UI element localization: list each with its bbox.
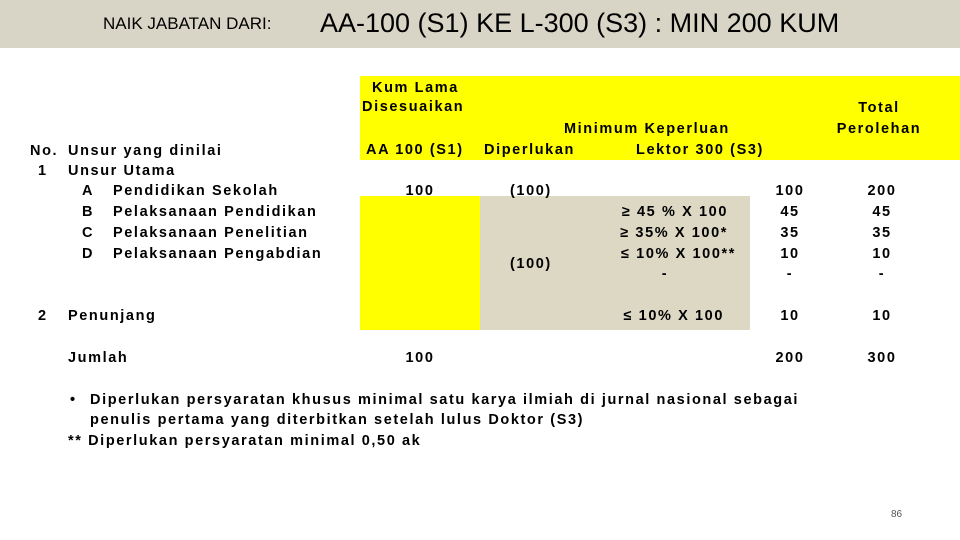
row-b-label: Pelaksanaan Pendidikan — [113, 204, 318, 220]
row-a-total: 45 — [872, 204, 892, 220]
row-penunjang-keperluan: ≤ 10% X 100 — [623, 308, 724, 324]
row-b-letter: B — [82, 204, 95, 220]
row-c-letter: C — [82, 225, 95, 241]
row-penunjang-lektor: 10 — [780, 308, 800, 324]
row-b-total: 35 — [872, 225, 892, 241]
page-number: 86 — [891, 509, 903, 520]
header-perolehan: Perolehan — [836, 121, 922, 137]
row-jumlah-label: Jumlah — [68, 350, 129, 366]
row-utama-diperlukan: (100) — [510, 183, 552, 199]
row-d-lektor: - — [786, 266, 794, 282]
title-prefix: NAIK JABATAN DARI: — [103, 14, 272, 33]
note-2: ** Diperlukan persyaratan minimal 0,50 ak — [68, 433, 422, 449]
row-c-label: Pelaksanaan Penelitian — [113, 225, 309, 241]
row-a-label: Pendidikan Sekolah — [113, 183, 279, 199]
row-d-diperlukan: (100) — [510, 256, 552, 272]
row-d-keperluan: ≤ 10% X 100** — [620, 246, 736, 262]
row-penunjang-total: 10 — [872, 308, 892, 324]
row-penunjang-label: Penunjang — [68, 308, 157, 324]
header-aa100: AA 100 (S1) — [366, 142, 464, 158]
header-minimum-keperluan: Minimum Keperluan — [564, 121, 730, 137]
row-d-keperluan-dash: - — [661, 266, 669, 282]
note-bullet: • — [70, 392, 77, 408]
kum-lama-highlight — [360, 196, 480, 330]
row-jumlah-kum-lama: 100 — [405, 350, 435, 366]
row-utama-lektor: 100 — [775, 183, 805, 199]
header-diperlukan: Diperlukan — [484, 142, 575, 158]
note-1-line-2: penulis pertama yang diterbitkan setelah lulus Doktor (S3) — [90, 412, 585, 428]
row-utama-total: 200 — [867, 183, 897, 199]
row-d-letter: D — [82, 246, 95, 262]
row-b-keperluan: ≥ 45 % X 100 — [621, 204, 728, 220]
header-kum-lama: Kum Lama — [372, 80, 459, 96]
header-lektor300: Lektor 300 (S3) — [636, 142, 764, 158]
header-total: Total — [858, 100, 900, 116]
row-c-lektor: 10 — [780, 246, 800, 262]
page-title: AA-100 (S1) KE L-300 (S3) : MIN 200 KUM — [320, 8, 840, 38]
row-b-lektor: 35 — [780, 225, 800, 241]
row-penunjang-no: 2 — [38, 308, 48, 324]
header-disesuaikan: Disesuaikan — [362, 99, 465, 115]
header-no: No. — [30, 143, 59, 159]
row-a-letter: A — [82, 183, 95, 199]
note-1-line-1: Diperlukan persyaratan khusus minimal satu karya ilmiah di jurnal nasional sebagai — [90, 392, 799, 408]
row-utama-label: Unsur Utama — [68, 163, 176, 179]
row-jumlah-lektor: 200 — [775, 350, 805, 366]
row-a-lektor: 45 — [780, 204, 800, 220]
row-jumlah-total: 300 — [867, 350, 897, 366]
row-c-total: 10 — [872, 246, 892, 262]
header-unsur: Unsur yang dinilai — [68, 143, 223, 159]
row-c-keperluan: ≥ 35% X 100* — [620, 225, 728, 241]
row-utama-no: 1 — [38, 163, 48, 179]
row-d-total: - — [878, 266, 886, 282]
row-utama-kum-lama: 100 — [405, 183, 435, 199]
row-d-label: Pelaksanaan Pengabdian — [113, 246, 323, 262]
